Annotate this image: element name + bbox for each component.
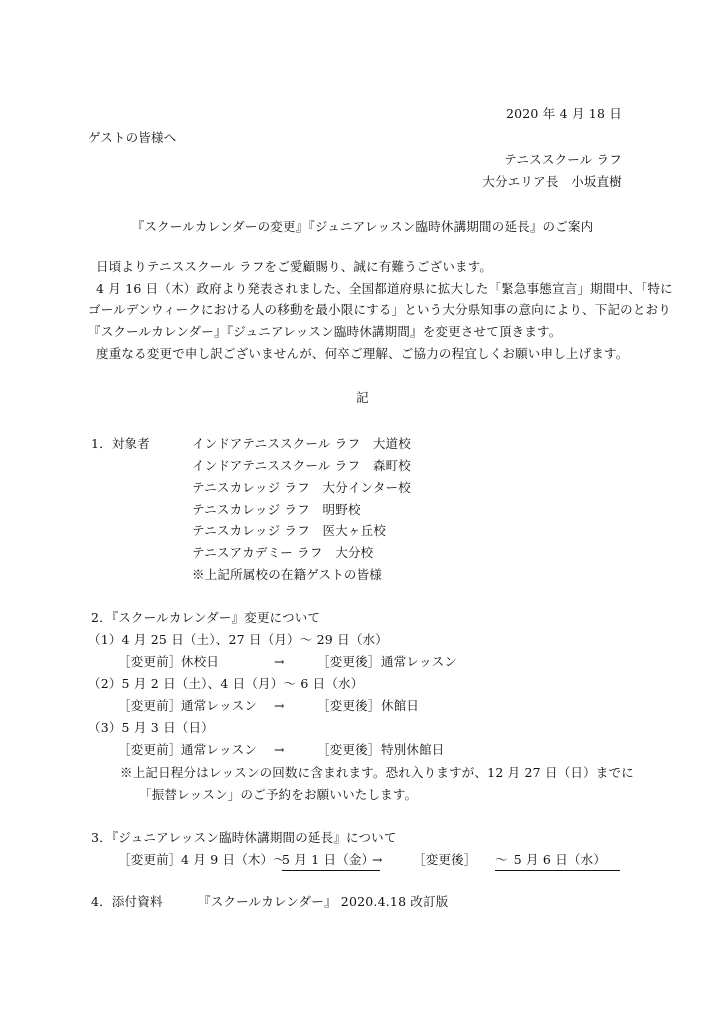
target-school: テニスカレッジ ラフ 大分インター校 (192, 480, 411, 495)
intro-line: 4 月 16 日（木）政府より発表されました、全国都道府県に拡大した「緊急事態宣言」期間中、「特に (96, 281, 673, 296)
sender-person: 大分エリア長 小坂直樹 (482, 174, 622, 189)
target-note: ※上記所属校の在籍ゲストの皆様 (192, 567, 383, 582)
target-school: テニスカレッジ ラフ 明野校 (192, 502, 361, 517)
sender-organization: テニススクール ラフ (504, 152, 622, 167)
after-label: ［変更後］ (413, 852, 477, 867)
after-period (495, 852, 620, 871)
arrow-icon: → (372, 852, 383, 867)
after-end: 5 月 6 日（水） (513, 852, 607, 867)
change-date: （1）4 月 25 日（土）、27 日（月）～ 29 日（水） (88, 632, 388, 647)
target-school: インドアテニススクール ラフ 大道校 (192, 436, 411, 451)
before-value: 休校日 (181, 654, 220, 669)
section4-heading: 4．添付資料 (91, 894, 163, 909)
target-school: インドアテニススクール ラフ 森町校 (192, 458, 411, 473)
after-label: ［変更後］ (317, 742, 381, 757)
intro-line: 日頃よりテニススクール ラフをご愛顧賜り、誠に有難うございます。 (96, 259, 493, 274)
before-value: 通常レッスン (181, 698, 258, 713)
arrow-icon: → (274, 654, 285, 669)
before-value: 通常レッスン (181, 742, 258, 757)
recipient: ゲストの皆様へ (88, 130, 177, 145)
before-start: 4 月 9 日（木）～ (181, 852, 287, 867)
after-value: 通常レッスン (381, 654, 458, 669)
before-label: ［変更前］ (118, 654, 182, 669)
intro-line: ゴールデンウィークにおける人の移動を最小限にする」という大分県知事の意向により、下記のとおり (88, 302, 671, 317)
arrow-icon: → (274, 698, 285, 713)
document-title: 『スクールカレンダーの変更』『ジュニアレッスン臨時休講期間の延長』のご案内 (131, 219, 594, 234)
target-school: テニスカレッジ ラフ 医大ヶ丘校 (192, 523, 387, 538)
after-label: ［変更後］ (317, 654, 381, 669)
after-value: 特別休館日 (381, 742, 445, 757)
arrow-icon: → (274, 742, 285, 757)
after-prefix: ～ (495, 852, 508, 867)
document-date: 2020 年 4 月 18 日 (505, 106, 622, 121)
change-date: （3）5 月 3 日（日） (88, 720, 214, 735)
section3-heading: 3．『ジュニアレッスン臨時休講期間の延長』について (91, 830, 397, 845)
change-date: （2）5 月 2 日（土）、4 日（月）～ 6 日（水） (88, 676, 364, 691)
after-label: ［変更後］ (317, 698, 381, 713)
makeup-note: 「振替レッスン」のご予約をお願いいたします。 (139, 787, 418, 802)
ki-mark: 記 (356, 390, 369, 405)
intro-line: 度重なる変更で申し訳ございませんが、何卒ご理解、ご協力の程宜しくお願い申し上げます。 (96, 346, 629, 361)
before-label: ［変更前］ (118, 852, 182, 867)
intro-line: 『スクールカレンダー』『ジュニアレッスン臨時休講期間』を変更させて頂きます。 (88, 324, 562, 339)
before-label: ［変更前］ (118, 742, 182, 757)
target-school: テニスアカデミー ラフ 大分校 (192, 545, 374, 560)
makeup-note: ※上記日程分はレッスンの回数に含まれます。恐れ入りますが、12 月 27 日（日）までに (120, 765, 634, 780)
section1-heading: 1．対象者 (91, 436, 150, 451)
before-end: 5 月 1 日（金） (282, 852, 380, 871)
attachment: 『スクールカレンダー』 2020.4.18 改訂版 (198, 894, 449, 909)
after-value: 休館日 (381, 698, 420, 713)
section2-heading: 2．『スクールカレンダー』変更について (91, 610, 321, 625)
before-label: ［変更前］ (118, 698, 182, 713)
